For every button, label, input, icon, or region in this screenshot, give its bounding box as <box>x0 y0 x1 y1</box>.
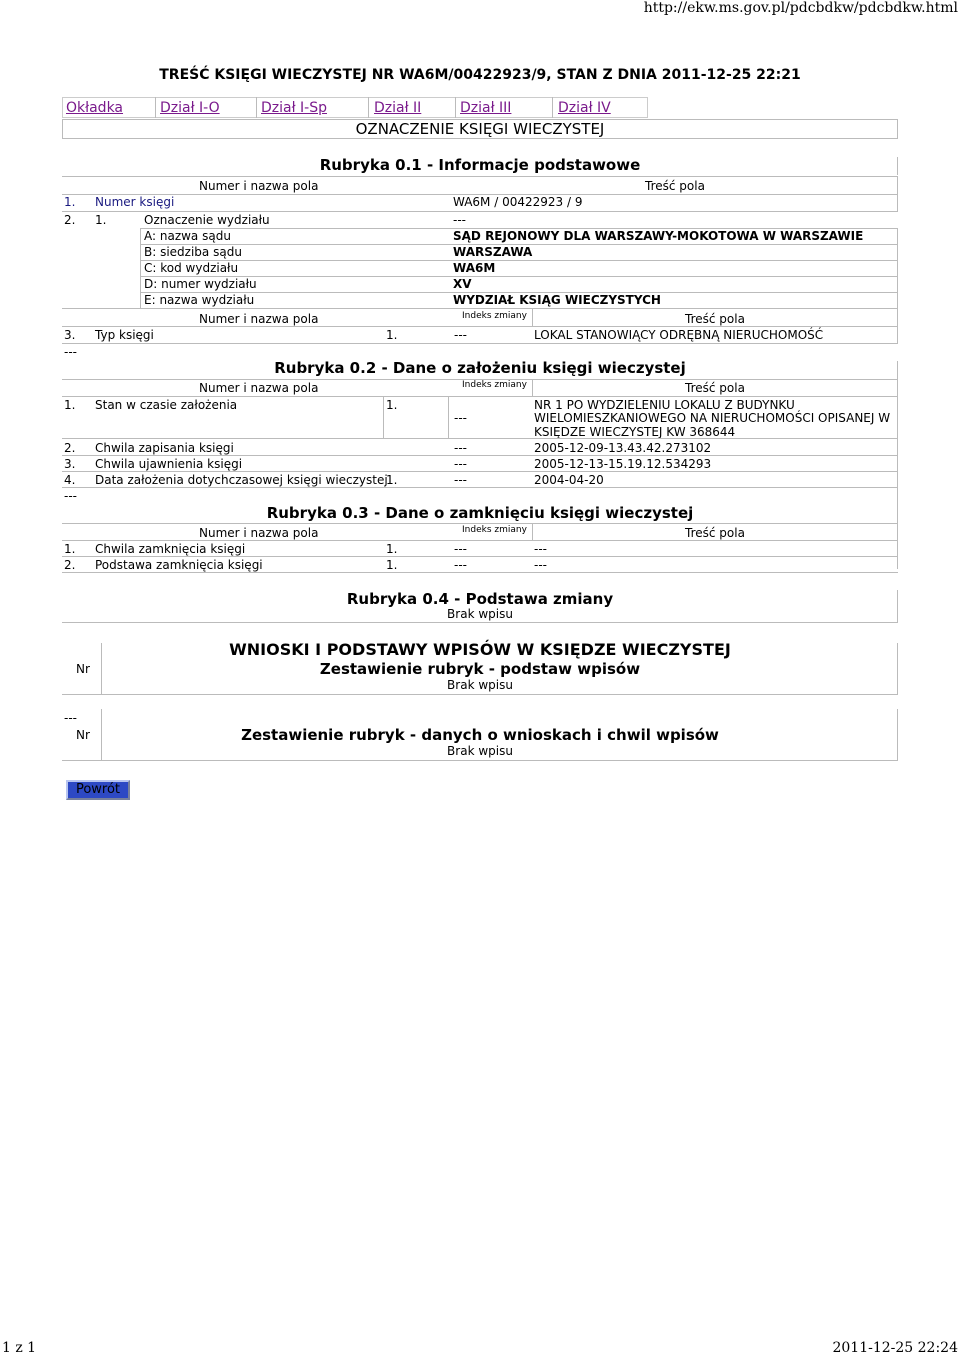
r01-item-a-name: A: nazwa sądu <box>144 229 231 243</box>
r01-item-c-name: C: kod wydziału <box>144 261 239 275</box>
r01-row3-num: 3. <box>64 328 76 342</box>
col-name-header-2: Numer i nazwa pola <box>199 312 319 326</box>
section-title: OZNACZENIE KSIĘGI WIECZYSTEJ <box>355 120 605 138</box>
r02-row1-value-line2: WIELOMIESZKANIOWEGO NA NIERUCHOMOŚCI OPISANEJ W <box>534 411 891 425</box>
print-datetime: 2011-12-25 22:24 <box>832 1340 958 1356</box>
r03-row1-dash: --- <box>454 542 467 556</box>
document-title: TREŚĆ KSIĘGI WIECZYSTEJ NR WA6M/00422923/9, STAN Z DNIA 2011-12-25 22:21 <box>159 67 801 83</box>
r03-row1-value: --- <box>534 542 547 556</box>
r01-item-c-value: WA6M <box>453 261 496 275</box>
rubryka-0-2-title: Rubryka 0.2 - Dane o założeniu księgi wieczystej <box>274 359 686 377</box>
r03-row2-num: 2. <box>64 558 76 572</box>
r03-row1-idx: 1. <box>386 542 398 556</box>
wnioski-sub2-empty: Brak wpisu <box>447 744 513 758</box>
col-content-header-3: Treść pola <box>685 381 745 395</box>
tab-dzial-i-o[interactable]: Dział I-O <box>160 100 220 116</box>
print-url: http://ekw.ms.gov.pl/pdcbdkw/pdcbdkw.html <box>643 0 958 16</box>
tab-dzial-iii[interactable]: Dział III <box>460 100 512 116</box>
r01-row3-dash: --- <box>454 328 467 342</box>
r02-row4-idx: 1. <box>386 473 398 487</box>
r02-row2-name: Chwila zapisania księgi <box>95 441 234 455</box>
print-page-number: 1 z 1 <box>2 1340 37 1356</box>
back-button[interactable]: Powrót <box>66 780 130 800</box>
r01-item-e-value: WYDZIAŁ KSIĄG WIECZYSTYCH <box>453 293 661 307</box>
col-index-header-2: Indeks zmiany <box>462 380 527 390</box>
r01-row3-idx: 1. <box>386 328 398 342</box>
col-content-header-2: Treść pola <box>685 312 745 326</box>
r02-row1-value-line3: KSIĘDZE WIECZYSTEJ KW 368644 <box>534 425 736 439</box>
r02-row3-name: Chwila ujawnienia księgi <box>95 457 243 471</box>
col-name-header: Numer i nazwa pola <box>199 179 319 193</box>
col-index-header-3: Indeks zmiany <box>462 525 527 535</box>
wnioski-sub2: Zestawienie rubryk - danych o wnioskach i chwil wpisów <box>241 726 719 744</box>
r03-row2-idx: 1. <box>386 558 398 572</box>
r01-row3-value: LOKAL STANOWIĄCY ODRĘBNĄ NIERUCHOMOŚĆ <box>534 328 824 342</box>
r02-row4-num: 4. <box>64 473 76 487</box>
wnioski-sub1: Zestawienie rubryk - podstaw wpisów <box>319 660 641 678</box>
rubryka-0-3-title: Rubryka 0.3 - Dane o zamknięciu księgi wieczystej <box>266 504 694 522</box>
r01-separator-dash: --- <box>64 345 77 359</box>
rubryka-0-1-title: Rubryka 0.1 - Informacje podstawowe <box>319 156 641 174</box>
col-content-header: Treść pola <box>645 179 705 193</box>
r02-row3-dash: --- <box>454 457 467 471</box>
r01-item-d-name: D: numer wydziału <box>144 277 257 291</box>
r01-row2-name: Oznaczenie wydziału <box>144 213 270 227</box>
col-content-header-4: Treść pola <box>685 526 745 540</box>
col-index-header: Indeks zmiany <box>462 311 527 321</box>
r03-row1-num: 1. <box>64 542 76 556</box>
r01-item-e-name: E: nazwa wydziału <box>144 293 255 307</box>
col-name-header-3: Numer i nazwa pola <box>199 381 319 395</box>
rubryka-0-4-title: Rubryka 0.4 - Podstawa zmiany <box>346 590 614 608</box>
r01-row2-value: --- <box>453 213 466 227</box>
r02-row3-value: 2005-12-13-15.19.12.534293 <box>534 457 712 471</box>
r02-row1-num: 1. <box>64 398 76 412</box>
r01-row1-name: Numer księgi <box>95 195 175 209</box>
r02-row1-name: Stan w czasie założenia <box>95 398 238 412</box>
col-name-header-4: Numer i nazwa pola <box>199 526 319 540</box>
r02-row3-num: 3. <box>64 457 76 471</box>
r01-item-d-value: XV <box>453 277 472 291</box>
r02-row4-name: Data założenia dotychczasowej księgi wieczystej <box>95 473 388 487</box>
r01-item-b-value: WARSZAWA <box>453 245 533 259</box>
r02-row1-dash: --- <box>454 411 467 425</box>
r03-row2-dash: --- <box>454 558 467 572</box>
r02-row4-value: 2004-04-20 <box>534 473 604 487</box>
r03-row2-name: Podstawa zamknięcia księgi <box>95 558 263 572</box>
tab-dzial-i-sp[interactable]: Dział I-Sp <box>261 100 327 116</box>
r02-row2-num: 2. <box>64 441 76 455</box>
tab-okladka[interactable]: Okładka <box>66 100 124 116</box>
rubryka-0-4-empty: Brak wpisu <box>447 607 513 621</box>
r03-row1-name: Chwila zamknięcia księgi <box>95 542 246 556</box>
r01-item-a-value: SĄD REJONOWY DLA WARSZAWY-MOKOTOWA W WARSZAWIE <box>453 229 864 243</box>
tab-dzial-iv[interactable]: Dział IV <box>558 100 611 116</box>
r02-row2-value: 2005-12-09-13.43.42.273102 <box>534 441 712 455</box>
tab-dzial-ii[interactable]: Dział II <box>374 100 422 116</box>
r02-row1-value-line1: NR 1 PO WYDZIELENIU LOKALU Z BUDYNKU <box>534 398 795 412</box>
r01-row2-num: 2. <box>64 213 76 227</box>
wnioski-nr-1: Nr <box>76 662 90 676</box>
r01-row3-name: Typ księgi <box>95 328 154 342</box>
r03-row2-value: --- <box>534 558 547 572</box>
wnioski-title: WNIOSKI I PODSTAWY WPISÓW W KSIĘDZE WIECZYSTEJ <box>229 640 731 659</box>
wnioski-nr-2: Nr <box>76 728 90 742</box>
r01-item-b-name: B: siedziba sądu <box>144 245 242 259</box>
r02-row4-dash: --- <box>454 473 467 487</box>
wnioski-sub1-empty: Brak wpisu <box>447 678 513 692</box>
r02-row2-dash: --- <box>454 441 467 455</box>
r02-row1-idx: 1. <box>386 398 398 412</box>
r02-separator-dash: --- <box>64 489 77 503</box>
r01-row2-sub: 1. <box>95 213 107 227</box>
r01-row1-num: 1. <box>64 195 76 209</box>
wnioski-separator-dash: --- <box>64 711 77 725</box>
r01-row1-value: WA6M / 00422923 / 9 <box>453 195 583 209</box>
